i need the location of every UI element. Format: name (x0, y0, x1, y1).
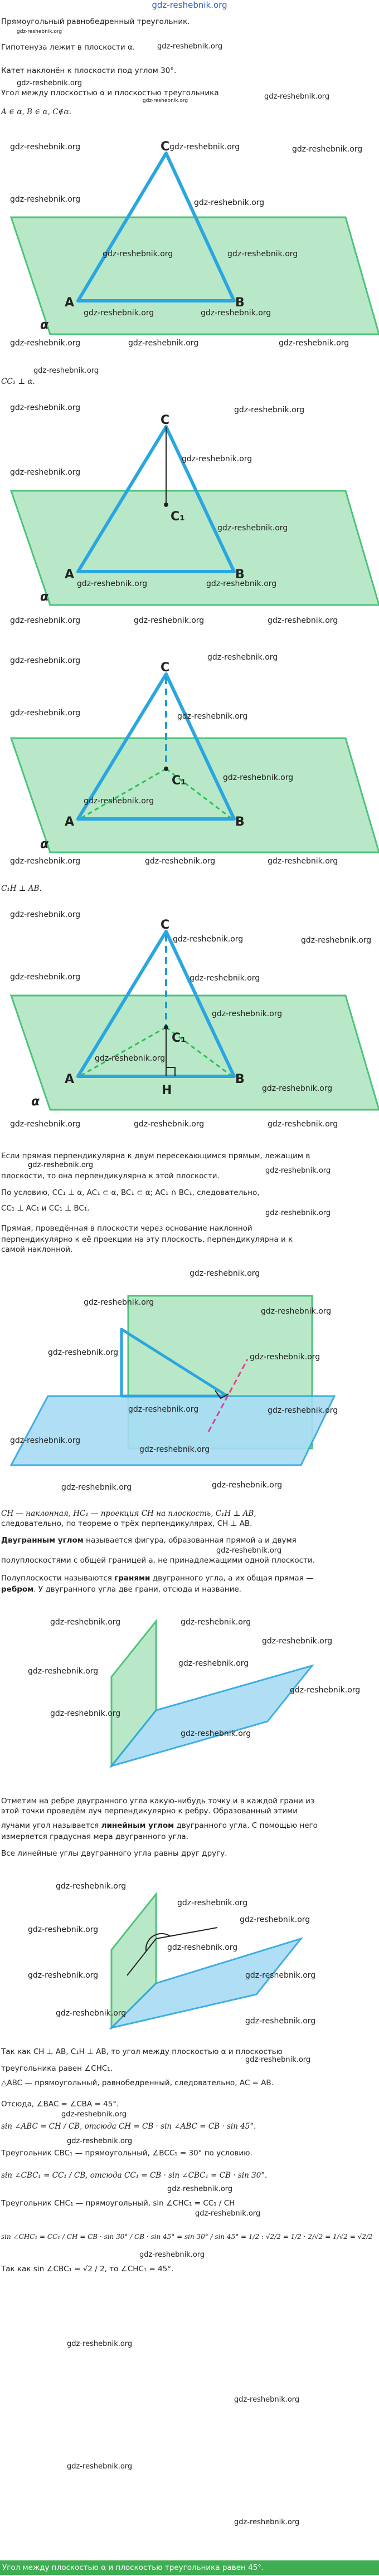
point-c1 (164, 767, 168, 771)
watermark: gdz-reshebnik.org (292, 145, 363, 154)
text-line: CC₁ ⊥ α. (1, 377, 35, 386)
watermark: gdz-reshebnik.org (157, 42, 223, 51)
watermark: gdz-reshebnik.org (77, 579, 148, 588)
term-linear-angle: линейным углом (101, 1821, 174, 1830)
text-span: двугранного угла. С помощью него (174, 1821, 318, 1830)
text-line: Все линейные углы двугранного угла равны друг другу. (1, 1849, 227, 1858)
watermark: gdz-reshebnik.org (28, 1667, 99, 1676)
watermark: gdz-reshebnik.org (268, 616, 338, 625)
watermark: gdz-reshebnik.org (84, 1298, 154, 1307)
point-a-label: A (65, 568, 75, 582)
watermark: gdz-reshebnik.org (143, 98, 188, 104)
text-span: . У двугранного угла две грани, отсюда и название. (33, 1585, 241, 1594)
text-line: Гипотенуза лежит в плоскости α. (1, 43, 135, 52)
text-line (1, 1821, 318, 1831)
watermark: gdz-reshebnik.org (195, 2209, 261, 2218)
text-line: Так как sin ∠CBC₁ = √2 / 2, то ∠CHC₁ = 45°. (1, 2265, 174, 2273)
watermark: gdz-reshebnik.org (145, 857, 216, 866)
text-line: Треугольник CBC₁ — прямоугольный, ∠BCC₁ = 30° по условию. (1, 2149, 252, 2158)
watermark: gdz-reshebnik.org (139, 2251, 205, 2259)
text-line: По условию, CC₁ ⊥ α, AC₁ ⊂ α, BC₁ ⊂ α; AC₁ ∩ BC₁, следовательно, (1, 1188, 260, 1197)
watermark: gdz-reshebnik.org (181, 1729, 251, 1738)
watermark: gdz-reshebnik.org (103, 250, 173, 258)
watermark: gdz-reshebnik.org (50, 1709, 121, 1718)
watermark: gdz-reshebnik.org (250, 1353, 320, 1362)
watermark: gdz-reshebnik.org (265, 1209, 331, 1217)
term-edge: ребром (1, 1585, 34, 1594)
text-line: следовательно, по теореме о трёх перпендикулярах, CH ⊥ AB. (1, 1519, 252, 1528)
watermark: gdz-reshebnik.org (50, 1618, 121, 1627)
text-line: C₁H ⊥ AB. (1, 884, 42, 893)
watermark: gdz-reshebnik.org (10, 403, 81, 412)
watermark: gdz-reshebnik.org (173, 935, 244, 944)
point-c-label: C (161, 140, 170, 154)
watermark: gdz-reshebnik.org (10, 1120, 81, 1129)
text-line: CC₁ ⊥ AC₁ и CC₁ ⊥ BC₁. (1, 1204, 90, 1213)
watermark: gdz-reshebnik.org (56, 2009, 127, 2018)
watermark: gdz-reshebnik.org (207, 653, 278, 662)
text-line: Отсюда, ∠BAC = ∠CBA = 45°. (1, 2100, 119, 2109)
text-span: двугранного угла, а их общая прямая — (150, 1574, 314, 1583)
watermark: gdz-reshebnik.org (28, 1971, 99, 1980)
watermark: gdz-reshebnik.org (10, 468, 81, 477)
watermark: gdz-reshebnik.org (95, 1054, 166, 1063)
point-c1-label: C₁ (171, 510, 185, 524)
point-c1-label: C₁ (172, 774, 186, 788)
watermark: gdz-reshebnik.org (223, 773, 294, 782)
term-faces: гранями (114, 1574, 150, 1583)
figure-4 (0, 898, 379, 1138)
watermark: gdz-reshebnik.org (167, 1943, 238, 1952)
watermark: gdz-reshebnik.org (10, 1436, 81, 1445)
watermark: gdz-reshebnik.org (245, 1971, 316, 1980)
watermark: gdz-reshebnik.org (212, 1481, 283, 1490)
watermark: gdz-reshebnik.org (67, 2462, 133, 2471)
point-b-label: B (235, 296, 245, 310)
text-line: полуплоскостями с общей границей a, не принадлежащими одной плоскости. (1, 1556, 315, 1565)
figure-6 (0, 1604, 379, 1772)
text-line: Треугольник CHC₁ — прямоугольный, sin ∠CHC₁ = CC₁ / CH (1, 2199, 235, 2208)
plane-alpha (11, 738, 379, 852)
watermark: gdz-reshebnik.org (262, 1084, 333, 1093)
point-b-label: B (235, 568, 245, 582)
text-line (1, 1573, 314, 1583)
answer-text: Угол между плоскостью α и плоскостью треугольника равен 45°. (2, 2563, 264, 2572)
text-line: sin ∠ABC = CH / CB, отсюда CH = CB · sin ∠ABC = CB · sin 45°. (1, 2122, 256, 2131)
watermark: gdz-reshebnik.org (84, 309, 154, 318)
watermark: gdz-reshebnik.org (61, 2110, 127, 2119)
plane-alpha (11, 217, 379, 334)
watermark: gdz-reshebnik.org (67, 2137, 133, 2145)
header-watermark[interactable]: gdz-reshebnik.org (152, 0, 227, 10)
watermark: gdz-reshebnik.org (139, 1445, 210, 1454)
watermark: gdz-reshebnik.org (268, 857, 338, 866)
watermark: gdz-reshebnik.org (212, 1009, 283, 1018)
watermark: gdz-reshebnik.org (240, 1915, 310, 1924)
watermark: gdz-reshebnik.org (234, 406, 305, 414)
text-line: Прямоугольный равнобедренный треугольник. (1, 17, 190, 26)
watermark: gdz-reshebnik.org (169, 143, 240, 152)
watermark: gdz-reshebnik.org (206, 579, 277, 588)
alpha-label: α (40, 837, 49, 851)
text-span: лучами угол называется (1, 1821, 101, 1830)
watermark: gdz-reshebnik.org (10, 195, 81, 204)
watermark: gdz-reshebnik.org (245, 2017, 316, 2026)
text-line: Угол между плоскостью α и плоскостью треугольника (1, 89, 219, 97)
point-c1 (164, 502, 168, 507)
text-line: Катет наклонён к плоскости под углом 30°. (1, 66, 177, 75)
watermark: gdz-reshebnik.org (10, 857, 81, 866)
figure-5 (0, 1265, 379, 1499)
watermark: gdz-reshebnik.org (33, 367, 99, 375)
watermark: gdz-reshebnik.org (301, 936, 372, 945)
watermark: gdz-reshebnik.org (262, 1637, 333, 1646)
text-line (1, 1535, 297, 1545)
watermark: gdz-reshebnik.org (245, 2056, 311, 2064)
watermark: gdz-reshebnik.org (84, 797, 154, 806)
watermark: gdz-reshebnik.org (10, 616, 81, 625)
watermark: gdz-reshebnik.org (265, 1167, 331, 1175)
point-c-label: C (161, 918, 170, 932)
alpha-label: α (40, 590, 49, 604)
text-line: A ∈ α, B ∈ α, C∉α. (1, 108, 71, 116)
watermark: gdz-reshebnik.org (194, 198, 265, 207)
figure-1 (0, 123, 379, 357)
text-line (1, 1584, 241, 1594)
ray-2 (156, 1928, 217, 1939)
point-c1 (164, 1025, 168, 1030)
watermark: gdz-reshebnik.org (10, 709, 81, 718)
watermark: gdz-reshebnik.org (167, 2185, 233, 2193)
alpha-label: α (31, 1095, 40, 1109)
point-h-label: H (162, 1084, 172, 1097)
text-line: измеряется градусная мера двугранного угла. (1, 1832, 188, 1841)
point-a-label: A (65, 296, 75, 310)
watermark: gdz-reshebnik.org (182, 455, 252, 464)
text-line: Так как CH ⊥ AB, C₁H ⊥ AB, то угол между плоскостью α и плоскостью (1, 2047, 283, 2056)
watermark: gdz-reshebnik.org (178, 1659, 249, 1668)
watermark: gdz-reshebnik.org (234, 2396, 300, 2404)
watermark: gdz-reshebnik.org (216, 1546, 282, 1555)
watermark: gdz-reshebnik.org (268, 1120, 338, 1129)
watermark: gdz-reshebnik.org (234, 2518, 300, 2526)
text-line: △ABC — прямоугольный, равнобедренный, следовательно, AC = AB. (1, 2079, 274, 2087)
watermark: gdz-reshebnik.org (56, 1882, 127, 1891)
watermark: gdz-reshebnik.org (201, 309, 271, 318)
text-line: Прямая, проведённая в плоскости через основание наклонной (1, 1224, 252, 1233)
answer-bar (0, 2560, 379, 2575)
point-c-label: C (161, 413, 170, 427)
watermark: gdz-reshebnik.org (17, 79, 82, 87)
text-line: sin ∠CHC₁ = CC₁ / CH = CB · sin 30° / CB · sin 45° = sin 30° / sin 45° = 1/2 : √2/2 = 1/2 · 2/√2 = 1/√2 = √2/2 (1, 2233, 373, 2241)
watermark: gdz-reshebnik.org (290, 1686, 361, 1695)
watermark: gdz-reshebnik.org (268, 1406, 338, 1415)
point-c-label: C (161, 661, 170, 675)
watermark: gdz-reshebnik.org (128, 1405, 199, 1414)
text-line: перпендикулярно к её проекции на эту плоскость, перпендикулярна и к (1, 1235, 293, 1244)
point-b-label: B (235, 1072, 245, 1086)
watermark: gdz-reshebnik.org (67, 2340, 133, 2348)
watermark: gdz-reshebnik.org (10, 339, 81, 348)
watermark: gdz-reshebnik.org (10, 143, 81, 152)
point-b-label: B (235, 815, 245, 829)
watermark: gdz-reshebnik.org (264, 92, 330, 101)
text-line: самой наклонной. (1, 1245, 73, 1254)
watermark: gdz-reshebnik.org (177, 1899, 248, 1907)
point-c1-label: C₁ (172, 1031, 186, 1045)
figure-3 (0, 641, 379, 875)
watermark: gdz-reshebnik.org (48, 1348, 119, 1357)
watermark: gdz-reshebnik.org (17, 29, 62, 35)
alpha-label: α (40, 318, 49, 332)
text-line: CH — наклонная, HC₁ — проекция CH на плоскость, C₁H ⊥ AB, (1, 1509, 256, 1518)
text-line: Если прямая перпендикулярна к двум пересекающимся прямым, лежащим в (1, 1152, 310, 1160)
watermark: gdz-reshebnik.org (190, 1269, 260, 1278)
watermark: gdz-reshebnik.org (177, 712, 248, 721)
term-dihedral: Двугранным углом (1, 1536, 84, 1545)
watermark: gdz-reshebnik.org (227, 250, 298, 258)
watermark: gdz-reshebnik.org (181, 1618, 251, 1627)
watermark: gdz-reshebnik.org (134, 616, 205, 625)
watermark: gdz-reshebnik.org (28, 1925, 99, 1934)
watermark: gdz-reshebnik.org (10, 656, 81, 665)
text-line: этой точки проведём луч перпендикулярно к ребру. Образованный этими (1, 1807, 298, 1816)
watermark: gdz-reshebnik.org (190, 974, 260, 983)
text-span: называется фигура, образованная прямой a и двумя (83, 1536, 297, 1545)
watermark: gdz-reshebnik.org (261, 1307, 332, 1316)
watermark: gdz-reshebnik.org (10, 973, 81, 982)
text-line: sin ∠CBC₁ = CC₁ / CB, отсюда CC₁ = CB · sin ∠CBC₁ = CB · sin 30°. (1, 2171, 268, 2180)
plane-alpha (11, 491, 379, 605)
text-line: треугольника равен ∠CHC₁. (1, 2064, 113, 2073)
watermark: gdz-reshebnik.org (10, 910, 81, 919)
point-a-label: A (65, 815, 75, 829)
figure-2 (0, 393, 379, 638)
figure-7 (0, 1866, 379, 2033)
watermark: gdz-reshebnik.org (217, 524, 288, 533)
watermark: gdz-reshebnik.org (279, 339, 349, 348)
watermark: gdz-reshebnik.org (134, 1120, 205, 1129)
text-line: Отметим на ребре двугранного угла какую-нибудь точку и в каждой грани из (1, 1797, 315, 1806)
watermark: gdz-reshebnik.org (61, 1483, 132, 1492)
text-line: плоскости, то она перпендикулярна к этой плоскости. (1, 1172, 220, 1180)
watermark: gdz-reshebnik.org (128, 339, 199, 348)
watermark: gdz-reshebnik.org (28, 1161, 94, 1169)
point-a-label: A (65, 1072, 75, 1086)
text-span: Полуплоскости называются (1, 1574, 115, 1583)
